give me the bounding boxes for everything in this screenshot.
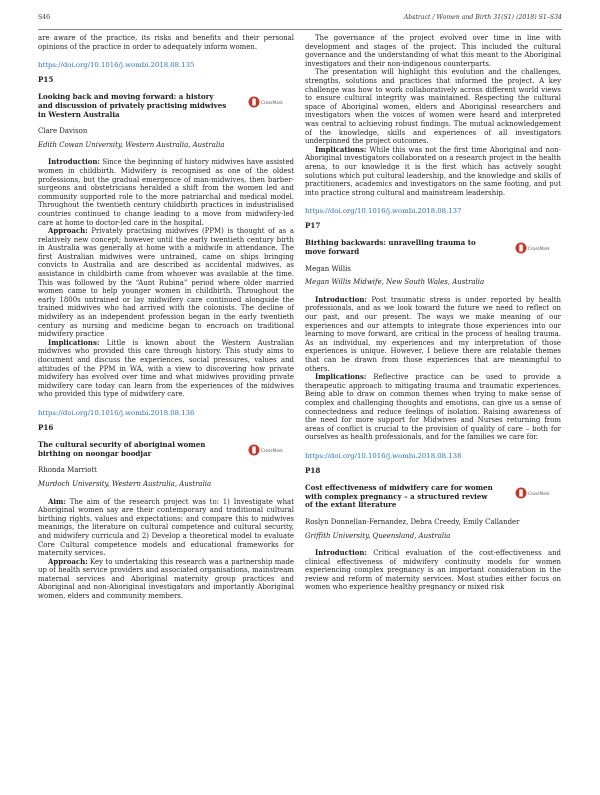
abstract-code: P17	[305, 220, 321, 230]
abstract-title: Looking back and moving forward: a history and discussion of privately practising midwives in Western Australia	[38, 92, 227, 119]
svg-text:CrossMark: CrossMark	[261, 100, 283, 106]
section-paragraph: The governance of the project evolved over time in line with development and stages of the project. This included the cultural governance and the understanding of what this meant to the Aboriginal investigators and their non-indigenous counterparts.	[305, 34, 561, 68]
crossmark-icon[interactable]	[248, 95, 288, 109]
crossmark-icon[interactable]	[515, 486, 555, 500]
svg-text:CrossMark: CrossMark	[528, 491, 550, 497]
abstract-title: Cost effectiveness of midwifery care for women with complex pregnancy – a structured review of the extant literature	[305, 483, 493, 510]
running-header	[38, 14, 562, 26]
section-paragraph: Approach: Privately practising midwives (PPM) is thought of as a relatively new concept; however until the early twentieth century birth in Australia was generally at home with a midwife in attendance. The first Australian midwives were untrained, came on ships bringing convicts to Australia and are described as accidental midwives, as assistance in childbirth came from whoever was available at the time. This was followed by the “Aunt Rubina” period where older married women came to help younger women in childbirth. Throughout the early 1800s untrained or lay midwifery care continued alongside the trained midwives who had arrived with the colonists. The decline of midwifery as an independent profession began in the early twentieth century as nursing and medicine began to encroach on traditional midwifery practice	[38, 226, 294, 339]
section-paragraph: Introduction: Critical evaluation of the cost-effectiveness and clinical effectiveness of midwifery continuity models for women experiencing complex pregnancy is an important consideration in the review and reform of maternity services. Most studies either focus on women who experience healthy pregnancy or mixed risk	[305, 548, 561, 592]
abstract-code: P16	[38, 422, 54, 432]
author-name: Rhonda Marriott	[38, 466, 97, 475]
author-affiliation: Murdoch University, Western Australia, Australia	[38, 479, 212, 488]
section-paragraph: Approach: Key to undertaking this research was a partnership made up of health service providers and associated organisations, mainstream maternal services and Aboriginal maternity group practices and Aboriginal and non-Aboriginal investigators and importantly Aboriginal women, elders and community members.	[38, 556, 294, 601]
crossmark-icon[interactable]	[248, 443, 288, 457]
doi-link[interactable]: https://doi.org/10.1016/j.wombi.2018.08.136	[38, 408, 195, 417]
abstract-code: P15	[38, 74, 54, 84]
author-affiliation: Griffith University, Queensland, Australia	[305, 531, 451, 540]
section-paragraph: Implications: Little is known about the Western Australian midwives who provided this care through history. This study aims to document and discuss the experiences, social pressures, values and attitudes of the PPM in WA, with a view to discovering how private midwifery has evolved over time and what midwives providing private midwifery care today can learn from the experiences of the midwives who provided this type of midwifery care.	[38, 337, 294, 399]
right-column	[305, 34, 561, 592]
section-label: Approach:	[48, 226, 88, 236]
author-name: Megan Willis	[305, 264, 351, 273]
section-label: Implications:	[315, 372, 367, 382]
section-label: Aim:	[48, 496, 66, 506]
section-paragraph: Implications: Reflective practice can be used to provide a therapeutic approach to mitigating trauma and traumatic experiences. Being able to draw on common themes when trying to make sense of complex and challenging thoughts and emotions, can give us a sense of connectedness and reduce feelings of isolation. Raising awareness of the need for more support for Midwives and Nurses returning from areas of conflict is crucial to the provision of quality of care – both for ourselves as health professionals, and for the families we care for.	[305, 372, 561, 442]
section-label: Introduction:	[315, 294, 367, 304]
abstract-code: P18	[305, 465, 321, 475]
section-paragraph: The presentation will highlight this evolution and the challenges, strengths, solutions and practices that informed the project. A key challenge was how to work collaboratively across different world views to ensure cultural integrity was maintained. Respecting the cultural space of Aboriginal women, elders and Aboriginal researchers and investigators when the voices of women were heard and interpreted was central to achieving robust findings. The mutual acknowledgement of the knowledge, skills and experiences of all investigators underpinned the project outcomes.	[305, 68, 561, 146]
page-number: S46	[38, 14, 51, 21]
author-affiliation: Megan Willis Midwife, New South Wales, Australia	[305, 278, 485, 287]
abstract-title: Birthing backwards: unravelling trauma to move forward	[305, 238, 476, 257]
doi-link[interactable]: https://doi.org/10.1016/j.wombi.2018.08.137	[305, 207, 462, 216]
section-paragraph: Aim: The aim of the research project was to: 1) Investigate what Aboriginal women say are their contemporary and traditional cultural birthing rights, values and expectations: and compare this to midwives meanings, the literature on cultural competence and cultural security, and midwifery curricula and 2) Develop a theoretical model to evaluate Core Cultural competence models and educational frameworks for maternity services.	[38, 496, 294, 558]
section-label: Introduction:	[315, 548, 367, 558]
header-divider	[38, 29, 562, 30]
section-label: Implications:	[48, 337, 100, 347]
svg-text:CrossMark: CrossMark	[261, 448, 283, 454]
prior-abstract-continuation: are aware of the practice, its risks and benefits and their personal opinions of the practice in order to adequately inform women.	[38, 34, 294, 51]
abstract-title: The cultural security of aboriginal women birthing on noongar boodjar	[38, 440, 206, 458]
doi-link[interactable]: https://doi.org/10.1016/j.wombi.2018.08.138	[305, 451, 462, 460]
section-paragraph: Implications: While this was not the first time Aboriginal and non-Aboriginal investigators collaborated on a research project in the health arena, to our knowledge it is the first which has actively sought solutions which put cultural leadership, and the knowledge and skills of practitioners, academics and investigators on the same footing, and put into practice strong cultural and mainstream leadership.	[305, 144, 561, 197]
section-label: Introduction:	[48, 157, 100, 167]
crossmark-icon[interactable]	[515, 241, 555, 255]
doi-link[interactable]: https://doi.org/10.1016/j.wombi.2018.08.135	[38, 61, 195, 70]
section-paragraph: Introduction: Post traumatic stress is under reported by health professionals, and as we look toward the future we need to reflect on our past, and our present. The ways we make meaning of our experiences and our attempts to integrate those experiences into our learning to move forward, are critical in the process of healing trauma. As an individual, my experiences and my interpretation of those experiences is unique. However, I believe there are relatable themes that can be drawn from those experiences that are meaningful to others.	[305, 294, 561, 373]
author-affiliation: Edith Cowan University, Western Australia, Australia	[38, 140, 225, 149]
left-column	[38, 34, 294, 601]
section-label: Implications:	[315, 144, 367, 154]
author-name: Roslyn Donnellan-Fernandez, Debra Creedy, Emily Callander	[305, 517, 520, 526]
author-name: Clare Davison	[38, 127, 88, 136]
section-label: Approach:	[48, 556, 88, 566]
section-paragraph: Introduction: Since the beginning of history midwives have assisted women in childbirth. Midwifery is recognised as one of the oldest professions, but the gradual emergence of man-midwives, then barber-surgeons and obstetricians heralded a shift from the women led and community supported role to the more patriarchal and medical model. Throughout the twentieth century childbirth practices in industrialised countries continued to change leading to a move from midwifery-led care at home to doctor-led care in the hospital.	[38, 157, 294, 227]
svg-text:CrossMark: CrossMark	[528, 246, 550, 252]
journal-citation: Abstract / Women and Birth 31(S1) (2018) S1–S34	[403, 14, 562, 21]
